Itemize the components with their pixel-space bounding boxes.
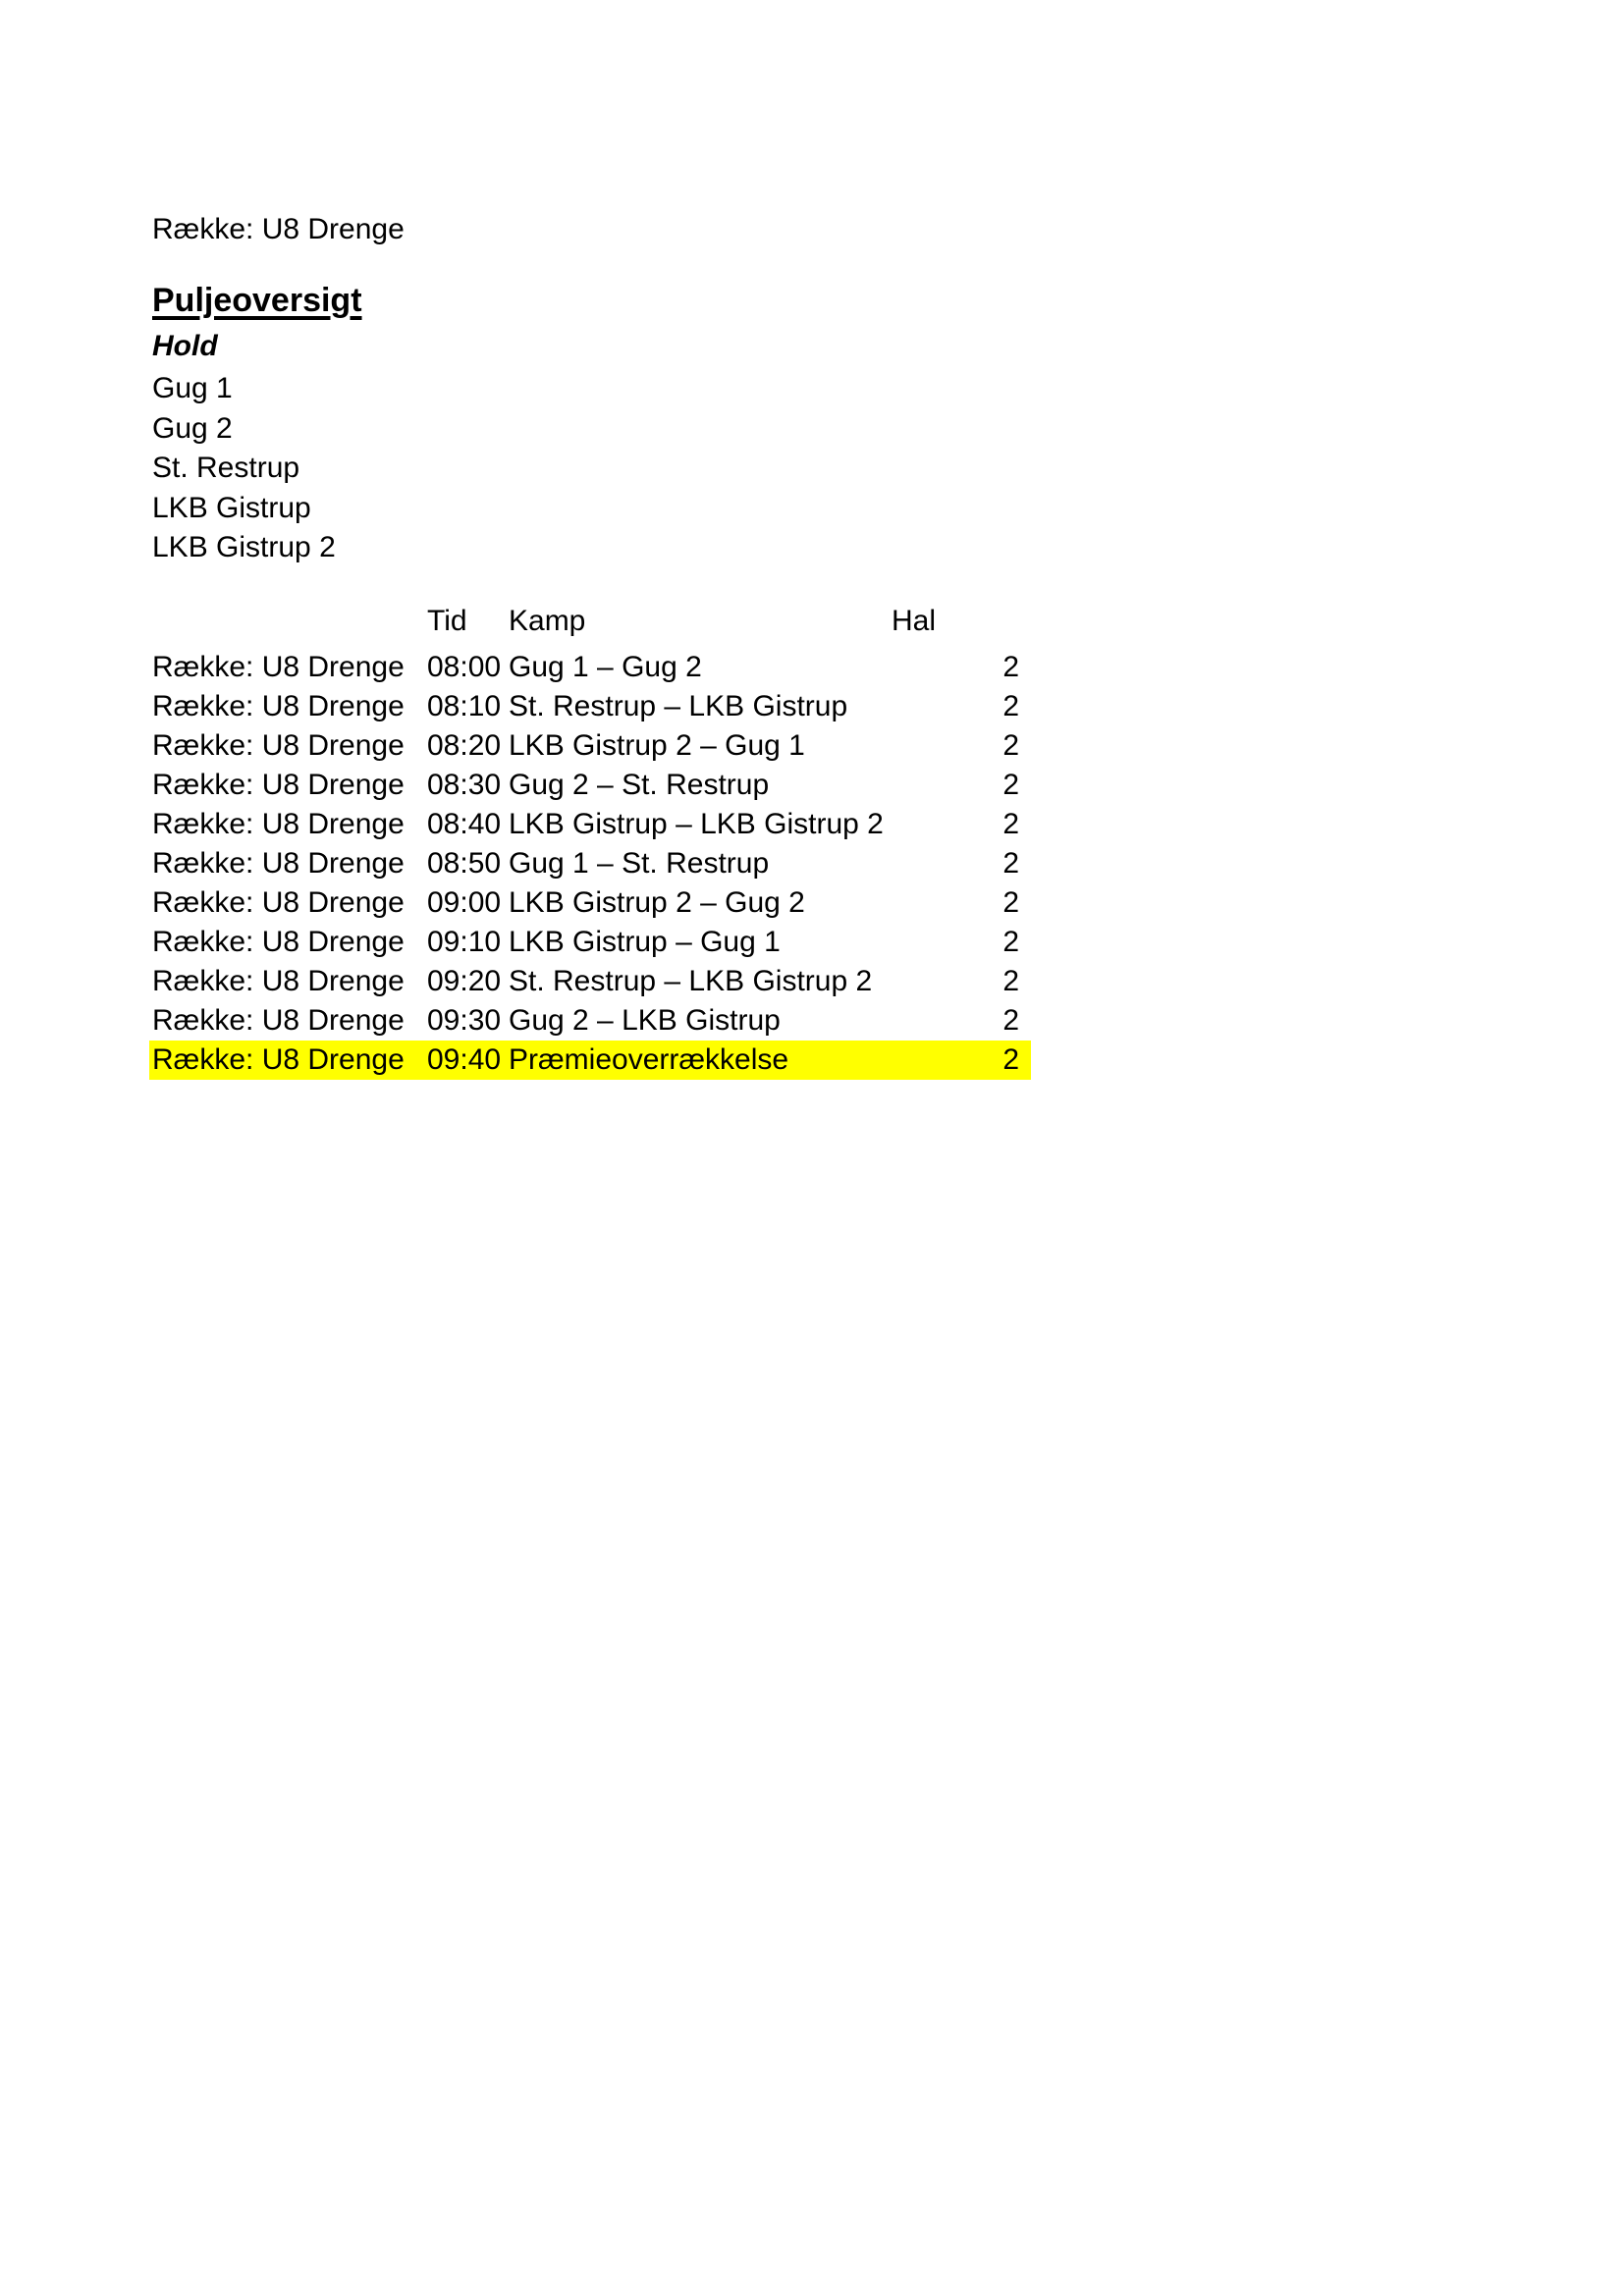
row-hall: 2 — [1002, 729, 1019, 762]
row-category-label: Række: U8 Drenge — [152, 1043, 405, 1076]
row-hall: 2 — [1002, 847, 1019, 880]
schedule-row — [152, 844, 1031, 883]
category-label: Række: U8 Drenge — [152, 213, 405, 245]
row-match: Præmieoverrækkelse — [509, 1043, 789, 1076]
row-category-label: Række: U8 Drenge — [152, 926, 405, 958]
schedule-row — [152, 883, 1031, 923]
row-time: 09:10 — [427, 926, 502, 958]
team-item: St. Restrup — [152, 452, 300, 484]
row-category-label: Række: U8 Drenge — [152, 965, 405, 997]
row-match: LKB Gistrup – LKB Gistrup 2 — [509, 808, 884, 840]
row-match: LKB Gistrup 2 – Gug 1 — [509, 729, 805, 762]
schedule-row — [152, 726, 1031, 766]
row-hall: 2 — [1002, 651, 1019, 683]
row-hall: 2 — [1002, 886, 1019, 919]
row-hall: 2 — [1002, 926, 1019, 958]
row-hall: 2 — [1002, 808, 1019, 840]
row-hall: 2 — [1002, 769, 1019, 801]
schedule-row — [152, 687, 1031, 726]
row-category-label: Række: U8 Drenge — [152, 847, 405, 880]
schedule-row — [152, 962, 1031, 1001]
team-item: LKB Gistrup 2 — [152, 531, 336, 563]
schedule-table-body — [152, 648, 1031, 1080]
row-match: Gug 1 – Gug 2 — [509, 651, 702, 683]
schedule-header-row — [152, 602, 1031, 641]
row-time: 08:10 — [427, 690, 502, 722]
row-category-label: Række: U8 Drenge — [152, 651, 405, 683]
team-item: Gug 1 — [152, 372, 233, 404]
row-hall: 2 — [1002, 690, 1019, 722]
team-item: LKB Gistrup — [152, 491, 311, 524]
column-header-hal: Hal — [892, 605, 937, 637]
schedule-row — [152, 1001, 1031, 1041]
row-hall: 2 — [1002, 965, 1019, 997]
schedule-row — [152, 923, 1031, 962]
row-time: 09:40 — [427, 1043, 502, 1076]
row-match: LKB Gistrup – Gug 1 — [509, 926, 781, 958]
row-category-label: Række: U8 Drenge — [152, 769, 405, 801]
row-match: Gug 1 – St. Restrup — [509, 847, 770, 880]
teams-section-label: Hold — [152, 330, 218, 362]
team-item: Gug 2 — [152, 411, 233, 445]
row-category-label: Række: U8 Drenge — [152, 1004, 405, 1037]
row-category-label: Række: U8 Drenge — [152, 729, 405, 762]
row-hall: 2 — [1002, 1043, 1019, 1076]
header-spacer — [152, 602, 427, 641]
team-list — [152, 369, 336, 568]
row-time: 08:40 — [427, 808, 502, 840]
column-header-tid: Tid — [427, 605, 467, 637]
row-match: St. Restrup – LKB Gistrup 2 — [509, 965, 873, 997]
row-match: Gug 2 – LKB Gistrup — [509, 1004, 781, 1037]
row-category-label: Række: U8 Drenge — [152, 690, 405, 722]
row-time: 09:20 — [427, 965, 502, 997]
schedule-row — [152, 766, 1031, 805]
row-time: 08:00 — [427, 651, 502, 683]
row-time: 08:30 — [427, 769, 502, 801]
row-time: 09:30 — [427, 1004, 502, 1037]
row-match: LKB Gistrup 2 – Gug 2 — [509, 886, 805, 919]
row-hall: 2 — [1002, 1004, 1019, 1037]
page-title: Puljeoversigt — [152, 282, 362, 319]
schedule-row — [152, 805, 1031, 844]
row-category-label: Række: U8 Drenge — [152, 886, 405, 919]
row-match: St. Restrup – LKB Gistrup — [509, 690, 848, 722]
row-time: 09:00 — [427, 886, 502, 919]
column-header-kamp: Kamp — [509, 605, 586, 637]
row-time: 08:50 — [427, 847, 502, 880]
schedule-row — [149, 1041, 1031, 1080]
row-category-label: Række: U8 Drenge — [152, 808, 405, 840]
row-time: 08:20 — [427, 729, 502, 762]
schedule-row — [152, 648, 1031, 687]
row-match: Gug 2 – St. Restrup — [509, 769, 770, 801]
